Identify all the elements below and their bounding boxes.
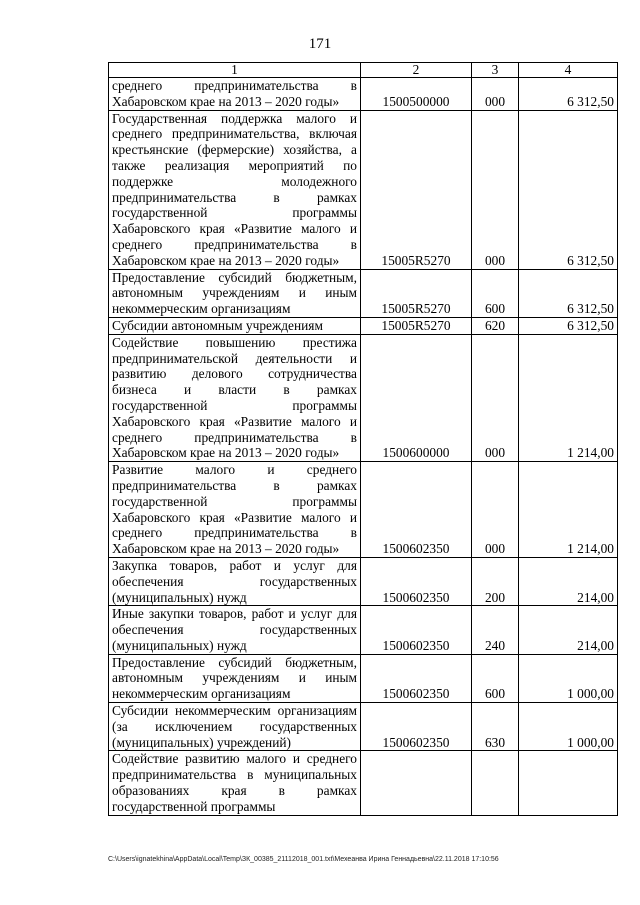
row-target-code: 1500600000 [361,334,472,461]
row-expense-type: 000 [472,334,519,461]
row-amount: 6 312,50 [519,78,618,111]
file-path-footer: C:\Users\ignatekhina\AppData\Local\Temp\ЗК_00385_21112018_001.txt\Мехеанва Ирина Геннадьевна\22.11.2018 17:10:56 [108,856,499,863]
table-row [109,317,618,334]
row-expense-type: 620 [472,317,519,334]
row-description: Содействие развитию малого и среднего предпринимательства в муниципальных образованиях края в рамках государственной программы [109,751,361,815]
table-row [109,751,618,815]
row-description: Предоставление субсидий бюджетным, автономным учреждениям и иным некоммерческим организациям [109,654,361,702]
row-amount: 214,00 [519,606,618,654]
table-row [109,654,618,702]
row-expense-type: 000 [472,462,519,558]
row-expense-type: 600 [472,269,519,317]
table-row [109,703,618,751]
budget-table [108,62,618,816]
table-row [109,78,618,111]
row-expense-type [472,751,519,815]
table-row [109,606,618,654]
row-expense-type: 000 [472,78,519,111]
row-description: Государственная поддержка малого и среднего предпринимательства, включая крестьянские (фермерские) хозяйства, а также реализация мероприятий по поддержке молодежного предпринимательства в рамках государственной программы Хабаровского края «Развитие малого и среднего предпринимательства в Хабаровском крае на 2013 – 2020 годы» [109,110,361,269]
header-col-2: 2 [361,63,472,78]
row-target-code: 15005R5270 [361,317,472,334]
row-target-code: 15005R5270 [361,269,472,317]
row-target-code: 1500500000 [361,78,472,111]
row-amount: 6 312,50 [519,110,618,269]
row-description: Субсидии некоммерческим организациям (за исключением государственных (муниципальных) учреждений) [109,703,361,751]
row-description: Предоставление субсидий бюджетным, автономным учреждениям и иным некоммерческим организациям [109,269,361,317]
table-row [109,557,618,605]
row-target-code: 1500602350 [361,557,472,605]
row-expense-type: 200 [472,557,519,605]
row-target-code: 1500602350 [361,606,472,654]
row-expense-type: 240 [472,606,519,654]
row-amount: 6 312,50 [519,269,618,317]
header-col-4: 4 [519,63,618,78]
table-row [109,110,618,269]
row-amount: 6 312,50 [519,317,618,334]
row-description: Субсидии автономным учреждениям [109,317,361,334]
row-description: Иные закупки товаров, работ и услуг для обеспечения государственных (муниципальных) нужд [109,606,361,654]
row-target-code [361,751,472,815]
row-amount: 214,00 [519,557,618,605]
header-col-3: 3 [472,63,519,78]
table-row [109,269,618,317]
row-target-code: 1500602350 [361,703,472,751]
row-description: Закупка товаров, работ и услуг для обеспечения государственных (муниципальных) нужд [109,557,361,605]
row-expense-type: 600 [472,654,519,702]
row-description: среднего предпринимательства в Хабаровском крае на 2013 – 2020 годы» [109,78,361,111]
table-header-row [109,63,618,78]
row-amount: 1 214,00 [519,462,618,558]
row-target-code: 1500602350 [361,462,472,558]
row-target-code: 1500602350 [361,654,472,702]
row-expense-type: 630 [472,703,519,751]
row-amount: 1 214,00 [519,334,618,461]
row-amount [519,751,618,815]
row-description: Развитие малого и среднего предпринимательства в рамках государственной программы Хабаровского края «Развитие малого и среднего предпринимательства в Хабаровском крае на 2013 – 2020 годы» [109,462,361,558]
header-col-1: 1 [109,63,361,78]
row-expense-type: 000 [472,110,519,269]
table-row [109,334,618,461]
row-amount: 1 000,00 [519,654,618,702]
row-description: Содействие повышению престижа предпринимательской деятельности и развитию делового сотрудничества бизнеса и власти в рамках государственной программы Хабаровского края «Развитие малого и среднего предпринимательства в Хабаровском крае на 2013 – 2020 годы» [109,334,361,461]
page-number: 171 [308,36,332,52]
row-amount: 1 000,00 [519,703,618,751]
row-target-code: 15005R5270 [361,110,472,269]
table-row [109,462,618,558]
